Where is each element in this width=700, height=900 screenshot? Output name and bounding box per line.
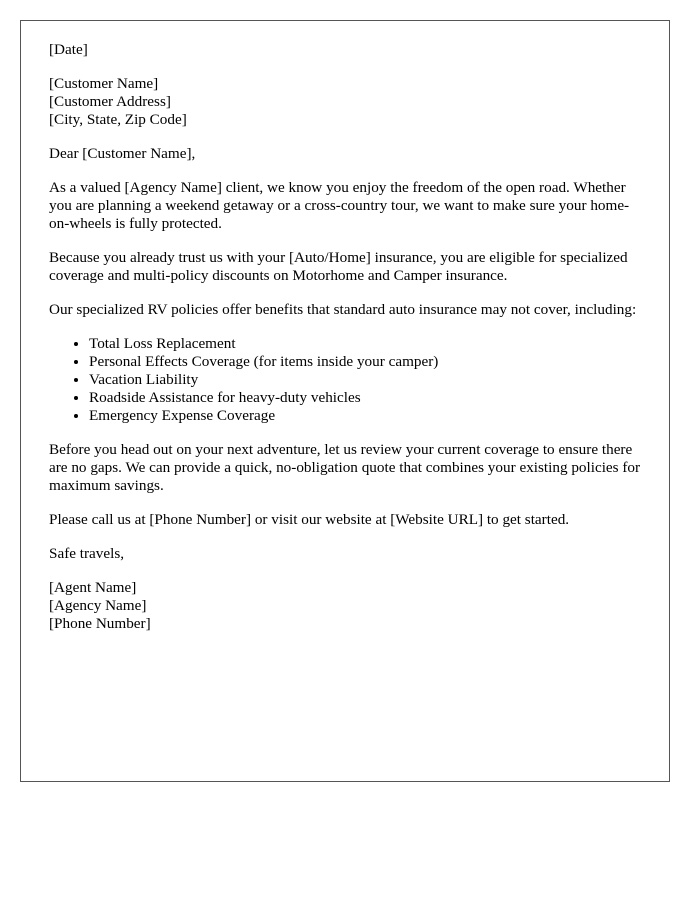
recipient-address-block: [49, 75, 649, 129]
letter-date: [Date]: [49, 41, 88, 58]
list-item: • Personal Effects Coverage (for items inside your camper): [89, 353, 649, 371]
contact-paragraph: Please call us at [Phone Number] or visit our website at [Website URL] to get started.: [49, 511, 570, 528]
benefits-list: [49, 335, 649, 425]
benefits-intro-paragraph: Our specialized RV policies offer benefits that standard auto insurance may not cover, including:: [49, 301, 637, 318]
list-item: • Vacation Liability: [89, 371, 649, 389]
eligibility-paragraph: Because you already trust us with your [Auto/Home] insurance, you are eligible for specialized coverage and multi-policy discounts on Motorhome and Camper insurance.: [49, 249, 628, 284]
review-paragraph: Before you head out on your next adventure, let us review your current coverage to ensure there are no gaps. We can provide a quick, no-obligation quote that combines your existing policies for maximum savings.: [49, 441, 641, 494]
recipient-city-state-zip: [City, State, Zip Code]: [49, 111, 187, 128]
signoff: Safe travels,: [49, 545, 125, 562]
list-item: • Emergency Expense Coverage: [89, 407, 649, 425]
letter-page: [20, 20, 670, 782]
agent-name: [Agent Name]: [49, 579, 137, 596]
list-item: • Roadside Assistance for heavy-duty vehicles: [89, 389, 649, 407]
recipient-address: [Customer Address]: [49, 93, 171, 110]
recipient-name: [Customer Name]: [49, 75, 159, 92]
intro-paragraph: As a valued [Agency Name] client, we know you enjoy the freedom of the open road. Whether you are planning a weekend getaway or a cross-country tour, we want to make sure your home-on-wheels is fully protected.: [49, 179, 630, 232]
agency-name: [Agency Name]: [49, 597, 147, 614]
agent-phone: [Phone Number]: [49, 615, 151, 632]
salutation: Dear [Customer Name],: [49, 145, 196, 162]
list-item: • Total Loss Replacement: [89, 335, 649, 353]
signature-block: [49, 579, 649, 633]
